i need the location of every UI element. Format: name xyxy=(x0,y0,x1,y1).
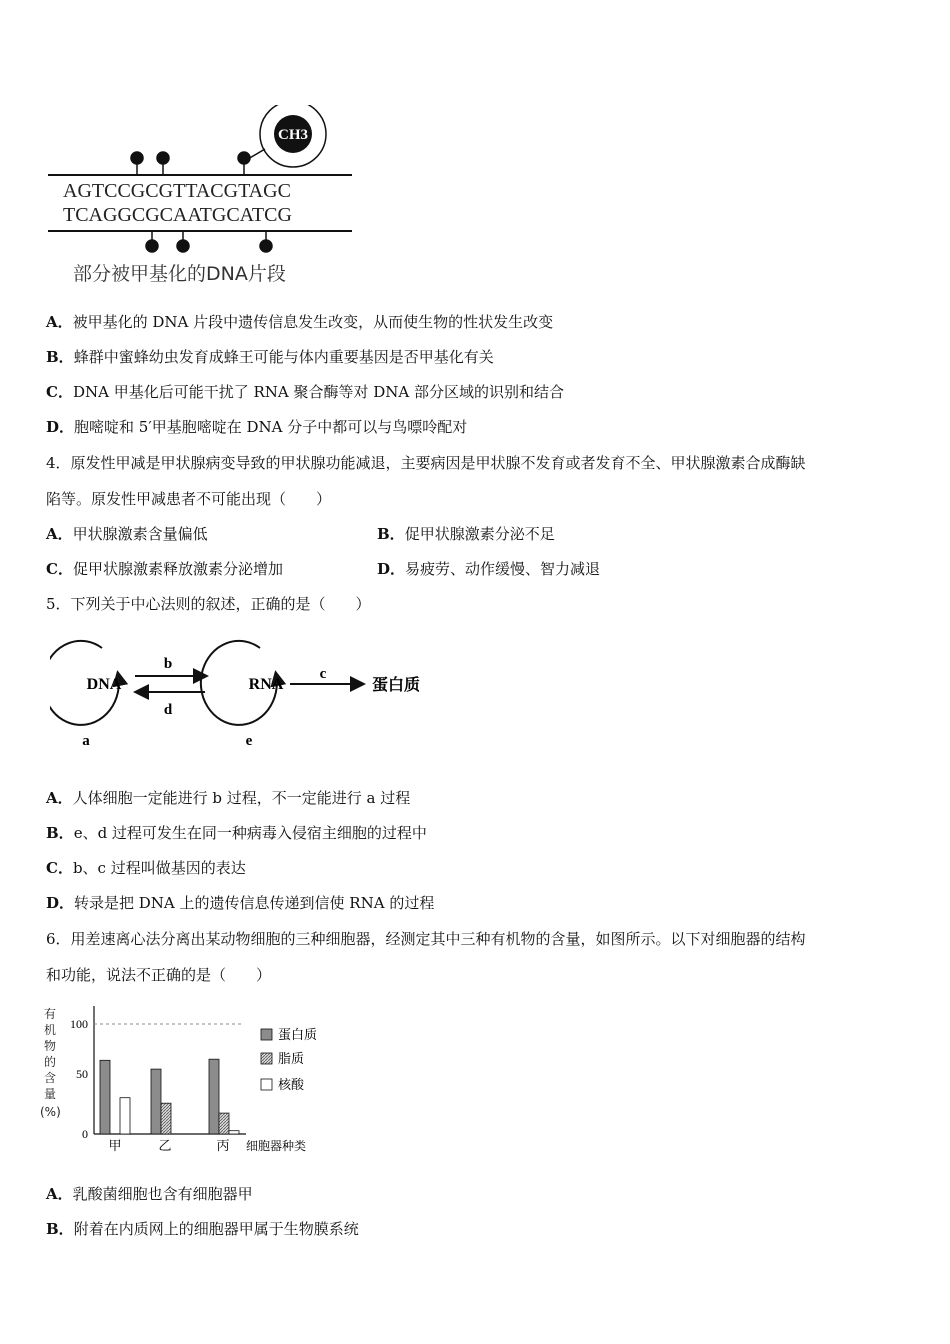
legend xyxy=(261,1028,317,1093)
legend-label-nucleic: 核酸 xyxy=(278,1078,305,1093)
q4-stem-line2: 陷等。原发性甲减患者不可能出现（ ） xyxy=(46,490,332,508)
methyl-group-bottom xyxy=(146,231,272,252)
legend-swatch-lipid xyxy=(261,1053,272,1064)
central-dogma-figure xyxy=(50,626,450,756)
bar-nucleic-2 xyxy=(229,1131,239,1134)
dna-strand-top: AGTCCGCGTTACGTAGC xyxy=(63,180,291,202)
q6-stem-line1: 6．用差速离心法分离出某动物细胞的三种细胞器，经测定其中三种有机物的含量，如图所示。以下对细胞器的结构 xyxy=(46,930,806,948)
bar-protein-2 xyxy=(209,1059,219,1134)
x-tick-jia: 甲 xyxy=(108,1138,122,1153)
q4-stem-line1: 4．原发性甲减是甲状腺病变导致的甲状腺功能减退，主要病因是甲状腺不发育或者发育不全、甲状腺激素合成酶缺 xyxy=(46,454,806,472)
x-tick-bing: 丙 xyxy=(216,1138,230,1153)
q4-option-a: A．甲状腺激素含量偏低 xyxy=(46,525,208,543)
q5-option-b: B．e、d 过程可发生在同一种病毒入侵宿主细胞的过程中 xyxy=(46,824,427,842)
q6-stem-line2: 和功能，说法不正确的是（ ） xyxy=(46,966,272,984)
rna-node: RNA xyxy=(248,676,284,693)
x-tick-yi: 乙 xyxy=(158,1138,172,1153)
q6-option-b: B．附着在内质网上的细胞器甲属于生物膜系统 xyxy=(46,1220,359,1238)
q4-option-b: B．促甲状腺激素分泌不足 xyxy=(377,525,555,543)
q3-option-b: B．蜂群中蜜蜂幼虫发育成蜂王可能与体内重要基因是否甲基化有关 xyxy=(46,348,494,366)
legend-label-protein: 蛋白质 xyxy=(278,1028,318,1043)
q4-option-d: D．易疲劳、动作缓慢、智力减退 xyxy=(377,560,601,578)
y-axis-label: 有机物的含量(%) xyxy=(40,1007,61,1119)
bar-protein-1 xyxy=(151,1069,161,1134)
dna-figure-caption: 部分被甲基化的DNA片段 xyxy=(73,263,286,285)
bar-nucleic-0 xyxy=(120,1098,130,1134)
label-c: c xyxy=(319,666,327,682)
q5-option-d: D．转录是把 DNA 上的遗传信息传递到信使 RNA 的过程 xyxy=(46,894,435,912)
methyl-label: CH3 xyxy=(278,127,308,143)
y-tick-0: 0 xyxy=(82,1127,88,1141)
bar-lipid-1 xyxy=(161,1103,171,1134)
label-a: a xyxy=(82,733,90,749)
label-d: d xyxy=(163,702,173,718)
bar-lipid-2 xyxy=(219,1113,229,1134)
q4-option-c: C．促甲状腺激素释放激素分泌增加 xyxy=(46,560,283,578)
x-axis-label: 细胞器种类 xyxy=(246,1139,307,1153)
protein-node: 蛋白质 xyxy=(372,675,421,694)
legend-swatch-protein xyxy=(261,1029,272,1040)
methyl-group-top xyxy=(131,152,250,175)
dna-node: DNA xyxy=(86,676,122,693)
label-e: e xyxy=(245,733,253,749)
q6-option-a: A．乳酸菌细胞也含有细胞器甲 xyxy=(46,1185,253,1203)
q3-option-c: C．DNA 甲基化后可能干扰了 RNA 聚合酶等对 DNA 部分区域的识别和结合 xyxy=(46,383,565,401)
dna-methylation-figure xyxy=(40,105,360,295)
label-b: b xyxy=(163,656,173,672)
q5-option-c: C．b、c 过程叫做基因的表达 xyxy=(46,859,246,877)
organelle-content-chart xyxy=(40,998,340,1158)
y-tick-50: 50 xyxy=(76,1067,88,1081)
legend-swatch-nucleic xyxy=(261,1079,272,1090)
q5-stem: 5．下列关于中心法则的叙述，正确的是（ ） xyxy=(46,595,371,613)
bar-protein-0 xyxy=(100,1060,110,1134)
y-tick-100: 100 xyxy=(70,1017,88,1031)
q3-option-d: D．胞嘧啶和 5′甲基胞嘧啶在 DNA 分子中都可以与鸟嘌呤配对 xyxy=(46,418,468,436)
q5-option-a: A．人体细胞一定能进行 b 过程，不一定能进行 a 过程 xyxy=(46,789,411,807)
dna-strand-bottom: TCAGGCGCAATGCATCG xyxy=(63,204,292,226)
q3-option-a: A．被甲基化的 DNA 片段中遗传信息发生改变，从而使生物的性状发生改变 xyxy=(46,313,554,331)
legend-label-lipid: 脂质 xyxy=(278,1052,305,1067)
